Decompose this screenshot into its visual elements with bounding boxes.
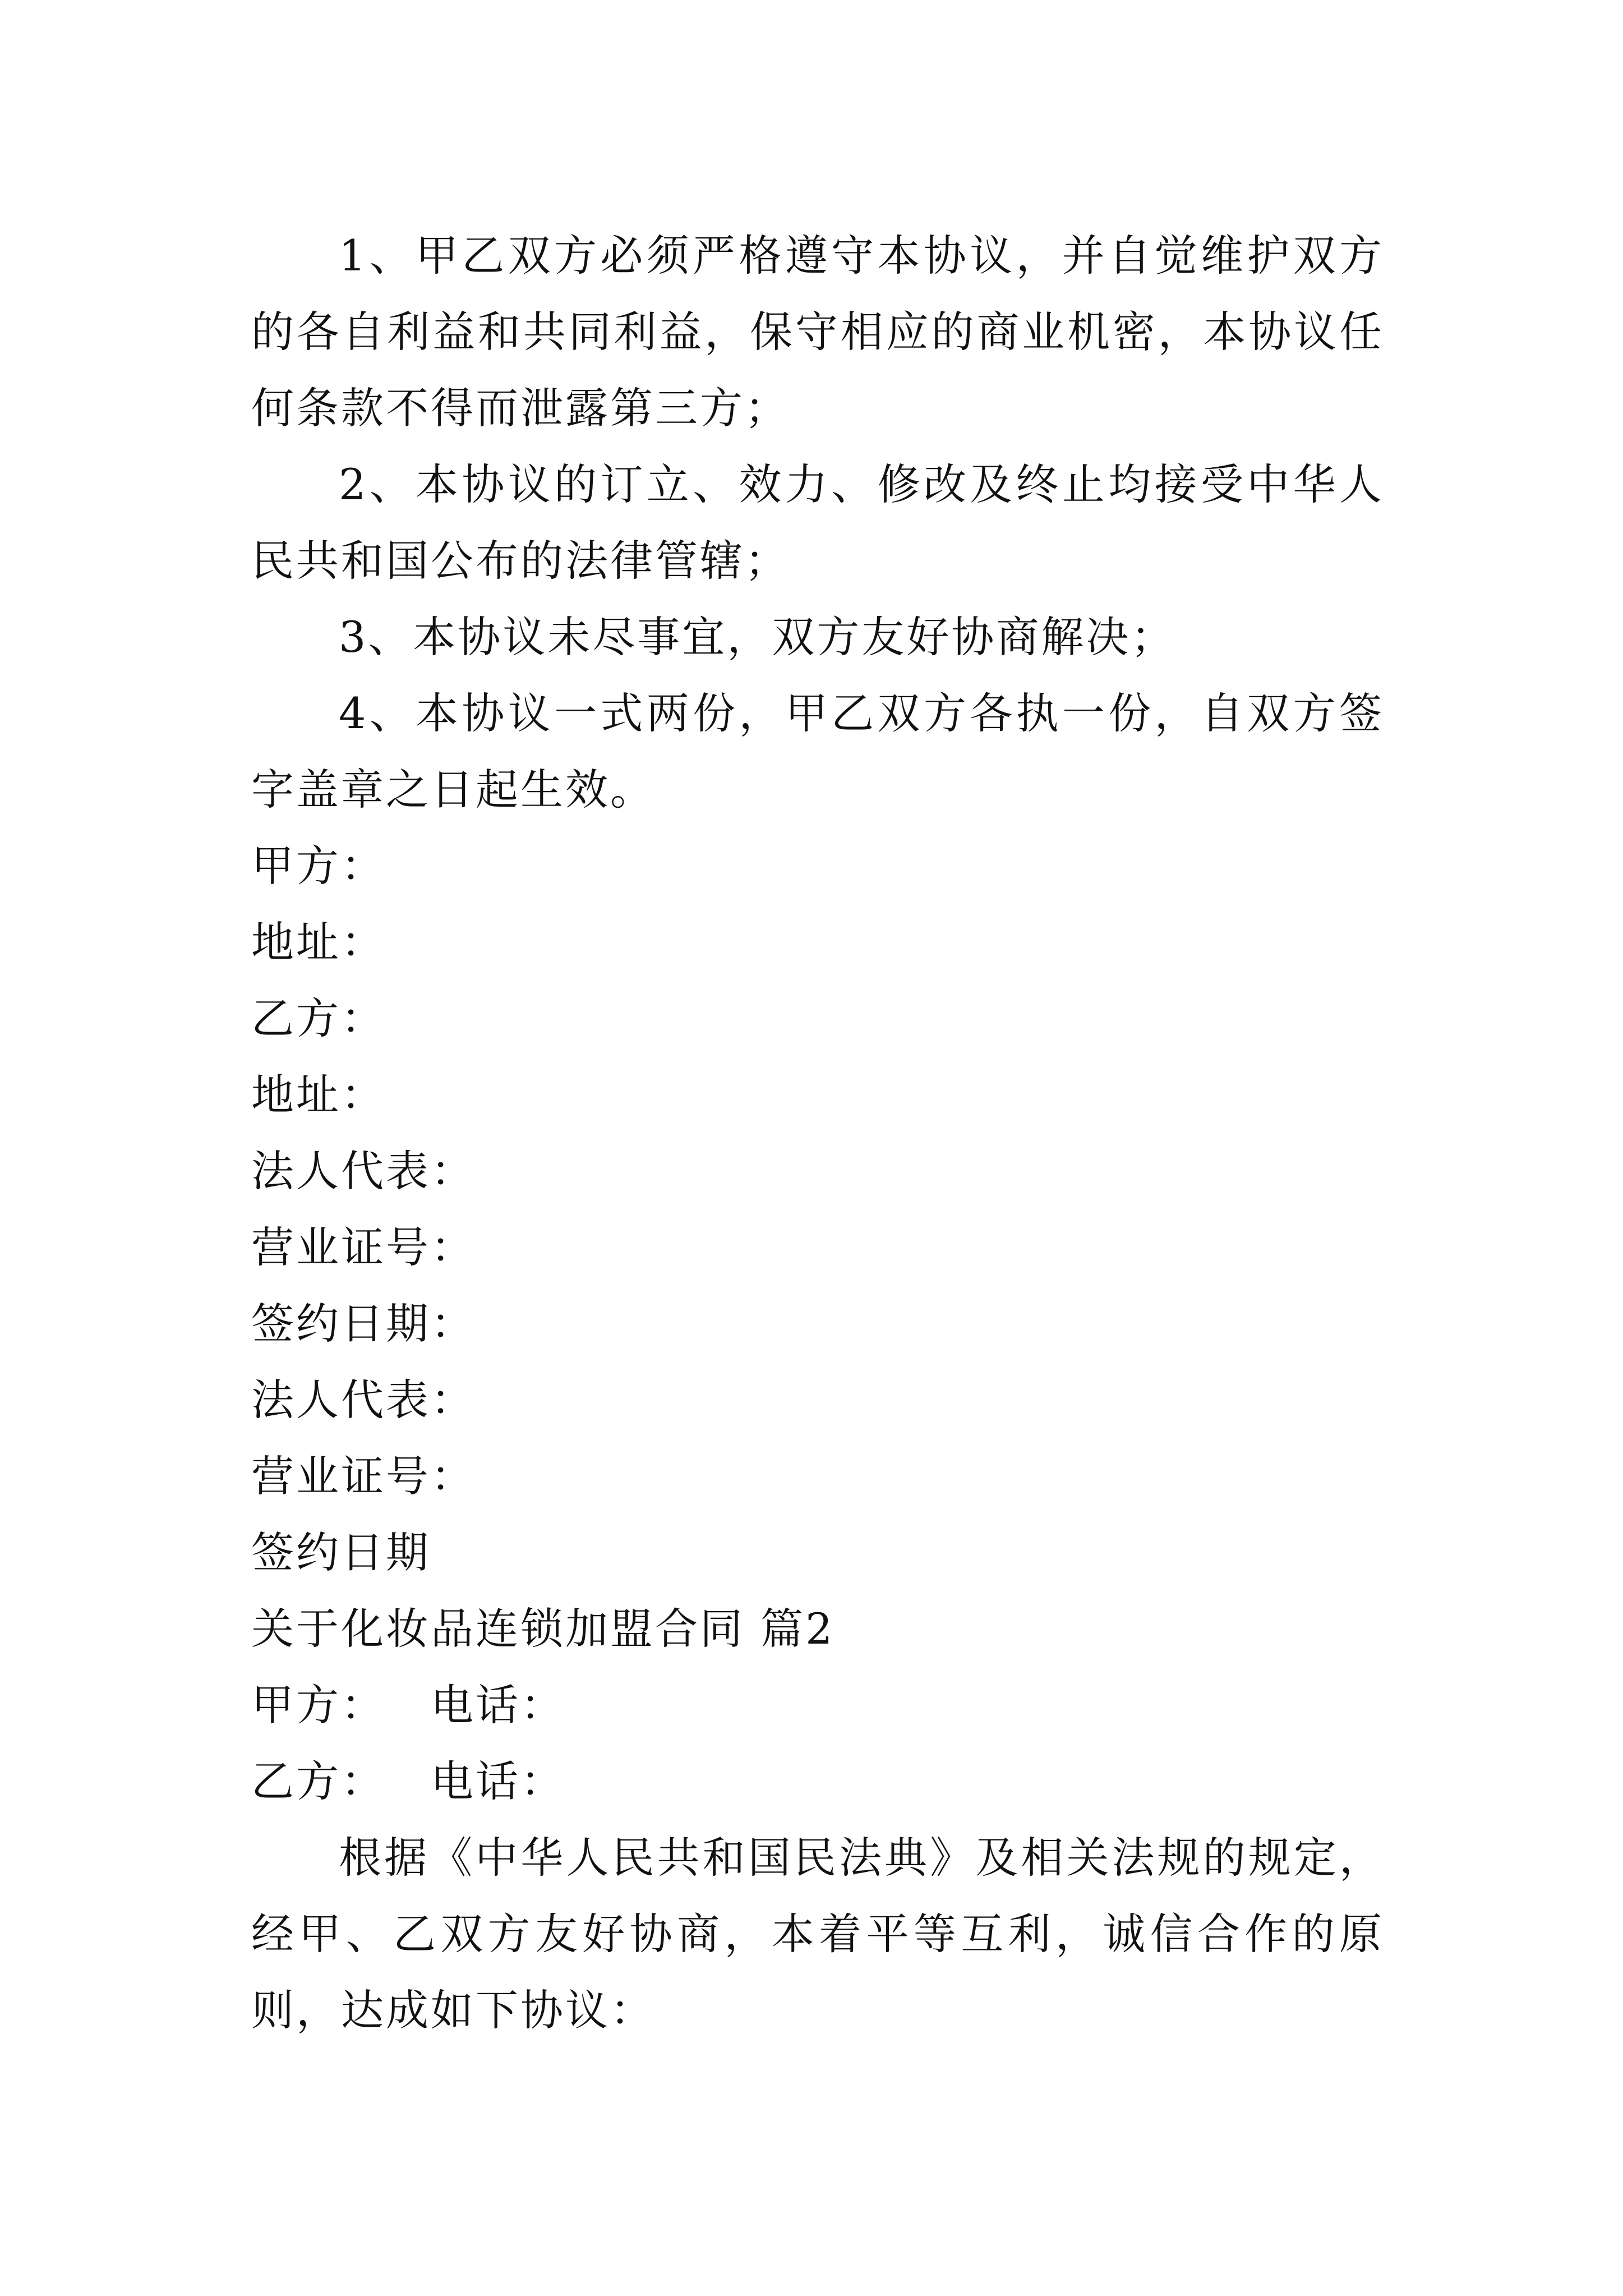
signing-date-label: 签约日期： [251, 1299, 476, 1349]
clause-4: 4、本协议一式两份，甲乙双方各执一份，自双方签字盖章之日起生效。 [251, 688, 1384, 815]
legal-representative-label: 法人代表： [251, 1375, 476, 1425]
party-a-label: 甲方： [251, 841, 386, 891]
legal-representative-label: 法人代表： [251, 1146, 476, 1196]
party-a-label: 甲方： [251, 1680, 386, 1730]
party-b-contact-line [251, 1743, 1384, 1820]
document-body [251, 218, 1384, 2049]
section-heading: 关于化妆品连锁加盟合同 篇2 [251, 1604, 835, 1654]
signing-date-label: 签约日期 [251, 1527, 431, 1577]
party-a-phone-label: 电话： [431, 1680, 565, 1730]
party-b-address-label: 地址： [251, 1070, 386, 1120]
party-b-label: 乙方： [251, 1756, 386, 1806]
business-license-label: 营业证号： [251, 1222, 476, 1272]
preamble-paragraph: 根据《中华人民共和国民法典》及相关法规的规定，经甲、乙双方友好协商，本着平等互利，诚信合作的原则，达成如下协议： [251, 1833, 1384, 2035]
clause-2: 2、本协议的订立、效力、修改及终止均接受中华人民共和国公布的法律管辖； [251, 459, 1384, 586]
clause-3: 3、本协议未尽事宜，双方友好协商解决； [339, 612, 1176, 662]
party-b-label: 乙方： [251, 993, 386, 1043]
clause-1: 1、甲乙双方必须严格遵守本协议，并自觉维护双方的各自利益和共同利益，保守相应的商业机密，本协议任何条款不得而泄露第三方； [251, 231, 1384, 433]
party-a-address-label: 地址： [251, 917, 386, 967]
business-license-label: 营业证号： [251, 1451, 476, 1501]
party-b-phone-label: 电话： [431, 1756, 565, 1806]
party-a-contact-line [251, 1667, 1384, 1743]
